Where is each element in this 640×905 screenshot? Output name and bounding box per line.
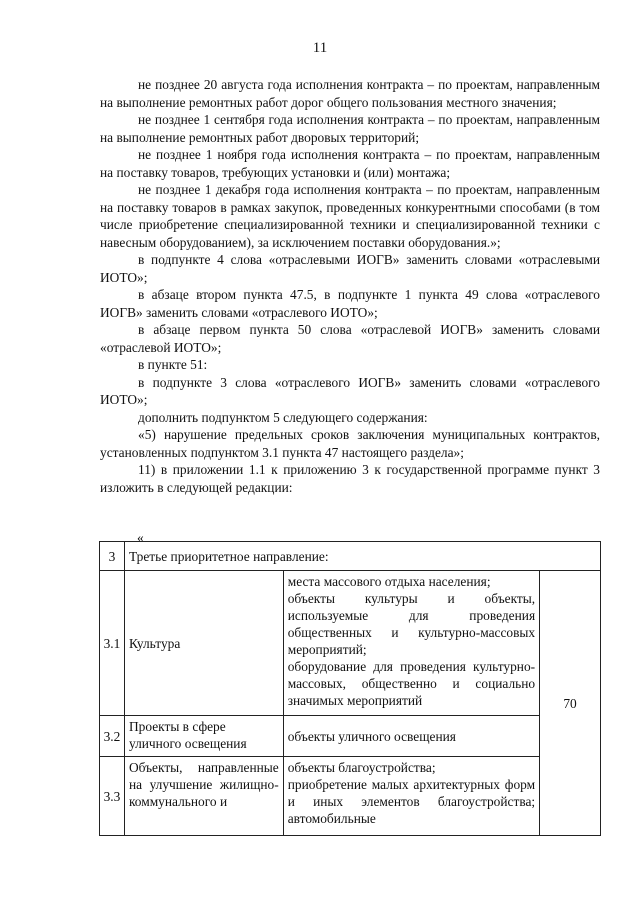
direction-title: Третье приоритетное направление: (124, 542, 600, 571)
paragraph: не позднее 1 декабря года исполнения контракта – по проектам, направленным на поставку товаров в рамках закупок, проведенных конкурентными способами (в том числе приобретение специализированной техники и специализированной техники с навесным оборудованием), за исключением поставки оборудования.»; (100, 182, 600, 250)
row-number: 3.2 (100, 716, 125, 757)
paragraph: дополнить подпунктом 5 следующего содержания: (138, 409, 428, 425)
table-header-row (100, 542, 601, 571)
row-number: 3.3 (100, 757, 125, 836)
paragraph: в подпункте 3 слова «отраслевого ИОГВ» заменить словами «отраслевого ИОТО»; (100, 374, 600, 407)
page-number: 11 (312, 40, 328, 56)
paragraph: не позднее 1 сентября года исполнения контракта – по проектам, направленным на выполнение ремонтных работ дворовых территорий; (100, 112, 600, 145)
row-number: 3.1 (100, 571, 125, 716)
object-item: объекты уличного освещения (287, 728, 456, 744)
object-item: оборудование для проведения культурно-массовых, общественно и социально значимых мероприятий (287, 659, 536, 708)
priority-table (99, 541, 601, 836)
row-name: Культура (124, 571, 283, 716)
row-name: Объекты, направленные на улучшение жилищно-коммунального и (124, 757, 283, 836)
paragraph: в абзаце первом пункта 50 слова «отраслевой ИОГВ» заменить словами «отраслевой ИОТО»; (100, 322, 600, 355)
row-objects (283, 757, 539, 836)
object-item: объекты благоустройства; (287, 760, 436, 775)
table-row (100, 716, 601, 757)
paragraph: 11) в приложении 1.1 к приложению 3 к государственной программе пункт 3 изложить в следующей редакции: (100, 462, 600, 495)
body-text (100, 76, 600, 496)
opening-quote: « (137, 530, 144, 545)
paragraph: «5) нарушение предельных сроков заключения муниципальных контрактов, установленных подпунктом 3.1 пункта 47 настоящего раздела»; (100, 427, 600, 460)
row-value: 70 (540, 571, 601, 836)
row-number: 3 (100, 542, 125, 571)
row-name: Проекты в сфере уличного освещения (124, 716, 283, 757)
paragraph: в абзаце втором пункта 47.5, в подпункте 1 пункта 49 слова «отраслевого ИОГВ» заменить словами «отраслевого ИОТО»; (100, 287, 600, 320)
paragraph: не позднее 1 ноября года исполнения контракта – по проектам, направленным на поставку товаров, требующих установки и (или) монтажа; (100, 147, 600, 180)
object-item: приобретение малых архитектурных форм и иных элементов благоустройства; автомобильные (287, 777, 536, 826)
object-item: объекты культуры и объекты, используемые для проведения общественных и культурно-массовых мероприятий; (287, 591, 536, 657)
row-objects (283, 716, 539, 757)
table-row (100, 571, 601, 716)
paragraph: в подпункте 4 слова «отраслевыми ИОГВ» заменить словами «отраслевыми ИОТО»; (100, 252, 600, 285)
row-objects (283, 571, 539, 716)
paragraph: в пункте 51: (138, 357, 208, 372)
paragraph: не позднее 20 августа года исполнения контракта – по проектам, направленным на выполнение ремонтных работ дорог общего пользования местного значения; (100, 77, 600, 110)
table-row (100, 757, 601, 836)
object-item: места массового отдыха населения; (287, 574, 491, 589)
